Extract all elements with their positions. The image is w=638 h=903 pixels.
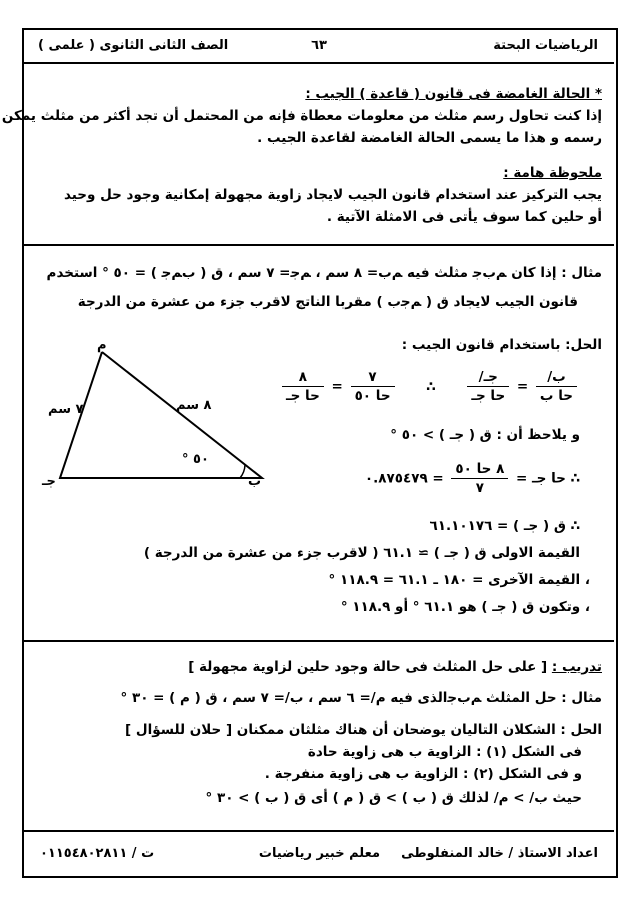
triangle-outline: [60, 352, 262, 478]
section-divider-2: [24, 640, 614, 642]
ambiguous-text-line1: إذا كنت تحاول رسم مثلث من معلومات معطاة فإنه من المحتمل أن تجد أكثر من مثلث يمكن: [1, 108, 602, 124]
section-title-ambiguous-case: * الحالة الغامضة فى قانون ( قاعدة ) الجيب :: [305, 86, 602, 102]
conclusion-line: ، وتكون ق ( جـ ) هو ٦١.١ ° أو ١١٨.٩ °: [340, 599, 590, 615]
note-text-line2: أو حلين كما سوف يأتى فى الامثلة الآتية .: [326, 209, 602, 225]
vertex-left-label: جـ: [42, 474, 56, 489]
angle-c-value: ∴ ق ( جـ ) = ٦١.١٠١٧٦: [429, 518, 580, 534]
exercise-heading: [36, 657, 602, 677]
footer-divider: [24, 830, 614, 832]
example1-statement-line1: مثال : إذا كان ﻢﺏﺟ مثلث فيه ﻢﺏ= ٨ سم ، ﻢﺟ= ٧ سم ، ق ( ﺏﻢﺟ ) = ٥٠ ° استخدم: [46, 265, 602, 281]
side-left-label: ٧ سم: [48, 402, 84, 417]
example1-statement-line2: قانون الجيب لايجاد ق ( ﻢﺟﺏ ) مقربا الناتج لاقرب جزء من عشرة من الدرجة: [77, 294, 578, 310]
exercise-text: [ على حل المثلث فى حالة وجود حلين لزاوية مجهولة ]: [188, 659, 548, 675]
fraction-eight: $\frac{٨}{\text{حا جـ}}$: [282, 368, 324, 405]
vertex-right-label: ب: [248, 474, 262, 489]
footer-role: معلم خبير رياضيات: [258, 846, 380, 861]
sin-c-lhs: ∴ حا جـ =: [516, 470, 580, 487]
header-page-number: ٦٣: [311, 38, 327, 53]
ambiguous-text-line2: رسمه و هذا ما يسمى الحالة الغامضة لقاعدة الجيب .: [257, 130, 602, 146]
exercise-solution-line3: و فى الشكل (٢) : الزاوية ب هى زاوية منفرجة .: [264, 766, 582, 782]
example1-solution-label: الحل: باستخدام قانون الجيب :: [401, 337, 602, 353]
sin-c-fraction: $\frac{\text{٨ حا ٥٠}}{٧}$: [451, 460, 508, 497]
therefore-symbol: ∴: [426, 378, 436, 395]
exercise-solution-line1: الحل : الشكلان التاليان يوضحان أن هناك مثلثان ممكنان [ حلان للسؤال ]: [125, 722, 602, 738]
sin-c-rhs: = ٠.٨٧٥٤٧٩: [364, 470, 444, 487]
sin-c-equation: [365, 460, 580, 497]
section-divider-1: [24, 244, 614, 246]
observation-line: و يلاحظ أن : ق ( جـ ) > ٥٠ °: [390, 427, 580, 443]
header-book-title: الرياضيات البحتة: [493, 38, 598, 53]
first-value-line: القيمة الاولى ق ( جـ ) ≃ ٦١.١ ( لاقرب جزء من عشرة من الدرجة ): [143, 545, 580, 561]
footer-phone: ت / ٠١١٥٤٨٠٢٨١١: [40, 846, 155, 861]
angle-b-arc: [240, 465, 245, 478]
exercise-solution-line2: فى الشكل (١) : الزاوية ب هى زاوية حادة: [307, 744, 582, 760]
exercise-solution-line4: حيث ب/ > ﻡ/ لذلك ق ( ب ) > ق ( ﻡ ) أى ق ( ب ) > ٣٠ °: [205, 790, 582, 806]
exercise-example: مثال : حل المثلث ﻢﺏﺟالذى فيه ﻡ/= ٦ سم ، ب/= ٧ سم ، ق ( ﻡ ) = ٣٠ °: [120, 690, 602, 706]
vertex-top-label: ﻡ: [97, 338, 107, 353]
other-value-line: ، القيمة الآخرى = ١٨٠ ـ ٦١.١ = ١١٨.٩ °: [328, 572, 590, 588]
exercise-title: تدريب :: [551, 659, 602, 675]
sine-rule-equation: $\frac{\text{ب/}}{\text{حا ب}}$ = $\frac{\text{جـ/}}{\text{حا جـ}}$ ∴ $\frac{٧}{\text{حا ٥٠}}$ = $\frac{٨}{\text{حا جـ}}$: [279, 368, 580, 405]
note-text-line1: يجب التركيز عند استخدام قانون الجيب لايجاد زاوية مجهولة إمكانية وجود حل وحيد: [63, 187, 602, 203]
header-grade: الصف الثانى الثانوى ( علمى ): [38, 38, 229, 53]
footer-author: اعداد الاستاذ / خالد المنفلوطى: [401, 846, 598, 861]
fraction-b: $\frac{\text{ب/}}{\text{حا ب}}$: [536, 368, 577, 405]
side-right-label: ٨ سم: [176, 398, 212, 413]
fraction-c: $\frac{\text{جـ/}}{\text{حا جـ}}$: [467, 368, 509, 405]
note-title: ملحوظة هامة :: [503, 165, 602, 181]
angle-b-label: ٥٠ °: [182, 452, 209, 467]
header-divider: [24, 62, 614, 64]
fraction-seven: $\frac{٧}{\text{حا ٥٠}}$: [351, 368, 395, 405]
